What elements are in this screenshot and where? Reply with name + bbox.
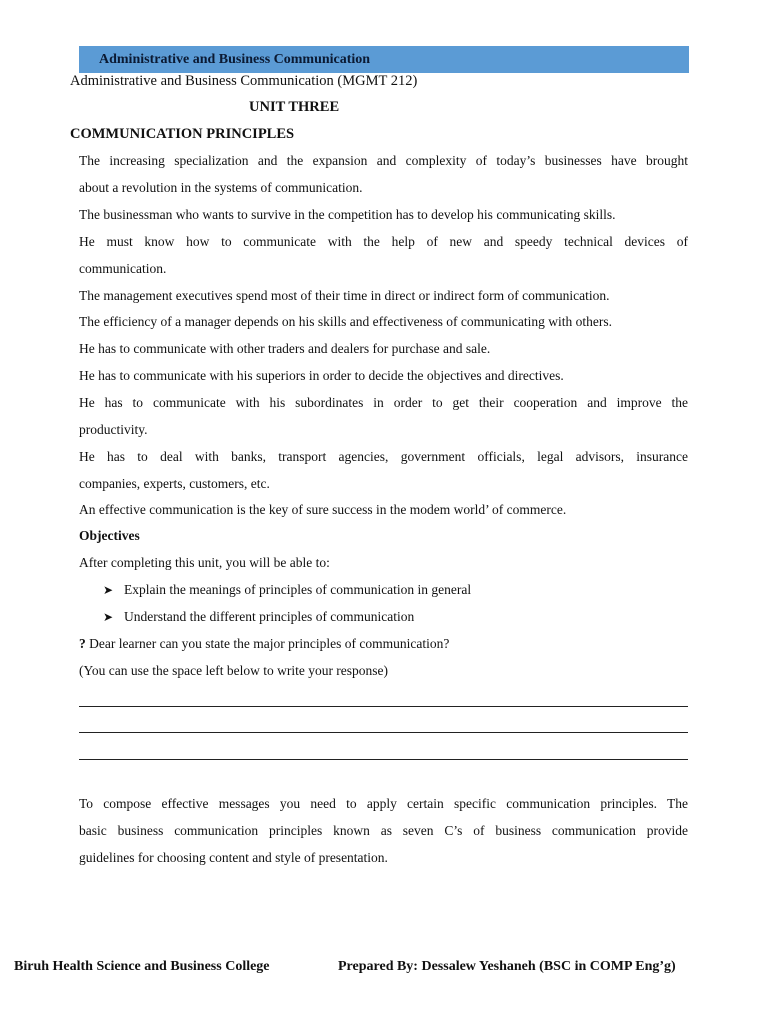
objective-text: Understand the different principles of communication — [124, 609, 415, 624]
paragraph-line: The efficiency of a manager depends on his skills and effectiveness of communicating with others. — [79, 314, 612, 329]
response-line — [79, 759, 688, 760]
closing-line: To compose effective messages you need to apply certain specific communication principles. The — [79, 796, 688, 811]
response-line — [79, 706, 688, 707]
closing-line: guidelines for choosing content and style of presentation. — [79, 850, 388, 865]
objective-item — [103, 609, 414, 625]
question-text: Dear learner can you state the major principles of communication? — [85, 636, 450, 651]
closing-line: basic business communication principles known as seven C’s of business communication provide — [79, 823, 688, 838]
paragraph-line: about a revolution in the systems of communication. — [79, 180, 363, 195]
header-banner — [79, 46, 689, 73]
objectives-heading: Objectives — [79, 528, 140, 543]
paragraph-line: productivity. — [79, 422, 148, 437]
unit-title: UNIT THREE — [249, 99, 340, 115]
question-line — [79, 636, 449, 652]
section-title: COMMUNICATION PRINCIPLES — [70, 126, 295, 142]
paragraph-line: He has to communicate with his superiors in order to decide the objectives and directives. — [79, 368, 564, 383]
course-line: Administrative and Business Communication (MGMT 212) — [70, 73, 418, 89]
question-mark-icon: ? — [79, 636, 86, 651]
objective-text: Explain the meanings of principles of communication in general — [124, 582, 472, 597]
paragraph-line: The businessman who wants to survive in the competition has to develop his communicating skills. — [79, 207, 616, 222]
question-note: (You can use the space left below to write your response) — [79, 663, 389, 678]
arrow-bullet-icon: ➤ — [103, 610, 114, 624]
paragraph-line: He has to deal with banks, transport agencies, government officials, legal advisors, insurance — [79, 449, 688, 464]
arrow-bullet-icon: ➤ — [103, 583, 114, 597]
paragraph-line: He has to communicate with other traders and dealers for purchase and sale. — [79, 341, 491, 356]
paragraph-line: He has to communicate with his subordinates in order to get their cooperation and improve the — [79, 395, 688, 410]
footer-prepared-by: Prepared By: Dessalew Yeshaneh (BSC in COMP Eng’g) — [338, 959, 676, 974]
paragraph-line: He must know how to communicate with the help of new and speedy technical devices of — [79, 234, 688, 249]
objective-item — [103, 582, 471, 598]
paragraph-line: companies, experts, customers, etc. — [79, 476, 270, 491]
objectives-intro: After completing this unit, you will be able to: — [79, 555, 330, 570]
header-banner-title: Administrative and Business Communication — [99, 52, 371, 67]
paragraph-line: The management executives spend most of their time in direct or indirect form of communication. — [79, 288, 610, 303]
paragraph-line: communication. — [79, 261, 167, 276]
response-line — [79, 732, 688, 733]
paragraph-line: An effective communication is the key of sure success in the modem world’ of commerce. — [79, 502, 567, 517]
footer-college: Biruh Health Science and Business College — [14, 959, 270, 974]
paragraph-line: The increasing specialization and the expansion and complexity of today’s businesses have brought — [79, 153, 688, 168]
